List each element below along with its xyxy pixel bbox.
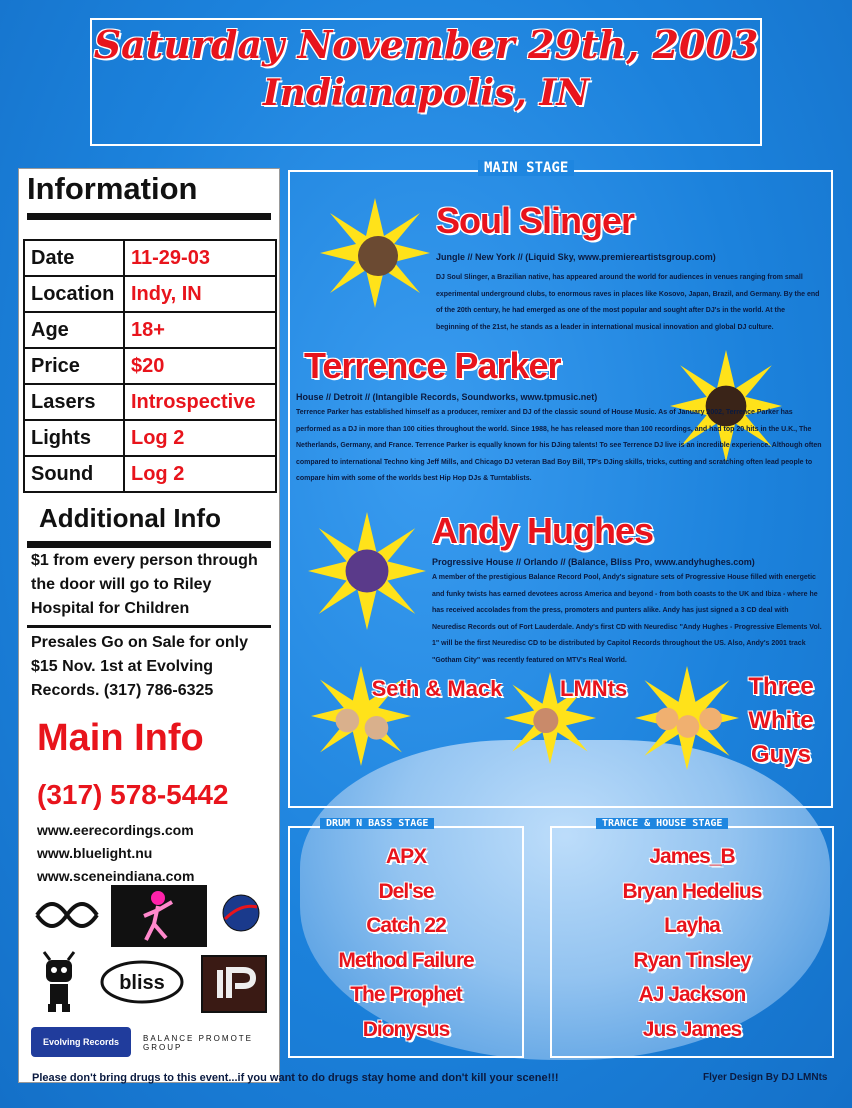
lineup-item: Dionysus	[362, 1017, 450, 1041]
lineup-item: Bryan Hedelius	[622, 879, 762, 903]
main-stage-label: MAIN STAGE	[478, 160, 574, 176]
lineup-item: AJ Jackson	[638, 983, 746, 1006]
info-key: Age	[24, 312, 124, 348]
balance-promote-logo: BALANCE PROMOTE GROUP	[143, 1034, 254, 1052]
info-value: Log 2	[124, 456, 276, 492]
three-white-guys-starburst-icon	[632, 666, 742, 770]
lineup-item: James_B	[649, 845, 735, 868]
artist-bio: DJ Soul Slinger, a Brazilian native, has appeared around the world for audiences in venues ranging from small experimental underground clubs, to enormous raves in places like Kosovo, Japan, Brazil, and Germany. By the end of the 20th century, he had emerged as one of the most popular and sought after DJ's in the world. At the beginning of the 21st, he stands as a leader in international musical innovation and global DJ culture.	[436, 274, 820, 331]
lineup-item: Catch 22	[366, 914, 446, 937]
info-title: Information	[27, 171, 198, 206]
andy-hughes-starburst-icon	[308, 512, 426, 630]
divider	[27, 541, 271, 548]
artist-name: Andy Hughes	[432, 510, 654, 551]
info-key: Sound	[24, 456, 124, 492]
info-key: Price	[24, 348, 124, 384]
event-city-heading: Indianapolis, IN	[262, 72, 590, 114]
info-row	[24, 456, 276, 492]
info-value: Log 2	[124, 420, 276, 456]
lineup-item: Layha	[664, 914, 720, 937]
lineup-item: The Prophet	[350, 983, 462, 1006]
main-info-title: Main Info	[37, 717, 204, 759]
info-value: Introspective	[124, 384, 276, 420]
info-value: 18+	[124, 312, 276, 348]
charity-note: $1 from every person through the door will go to Riley Hospital for Children	[31, 552, 258, 617]
url-link[interactable]: www.eerecordings.com	[37, 822, 194, 838]
info-value: $20	[124, 348, 276, 384]
nasa-style-logo-icon	[219, 891, 263, 935]
lineup-item: Method Failure	[338, 948, 474, 972]
support-act-name: Three White Guys	[748, 673, 814, 768]
trance-house-lineup	[550, 840, 834, 1047]
artist-genre: Jungle // New York // (Liquid Sky, www.premiereartistsgroup.com)	[436, 252, 716, 262]
info-row	[24, 420, 276, 456]
artist-name: Soul Slinger	[436, 200, 635, 241]
lineup-item: Jus James	[642, 1017, 742, 1041]
lineup-item: Ryan Tinsley	[633, 948, 751, 972]
url-link[interactable]: www.bluelight.nu	[37, 845, 153, 861]
presale-note: Presales Go on Sale for only $15 Nov. 1st at Evolving Records. (317) 786-6325	[31, 634, 248, 699]
dnb-stage-label: DRUM N BASS STAGE	[320, 818, 434, 829]
additional-info-title: Additional Info	[39, 503, 221, 533]
artist-genre: Progressive House // Orlando // (Balance, Bliss Pro, www.andyhughes.com)	[432, 557, 755, 567]
info-value: Indy, IN	[124, 276, 276, 312]
info-row	[24, 312, 276, 348]
info-key: Date	[24, 240, 124, 276]
lineup-item: Del'se	[378, 879, 434, 903]
bliss-logo	[99, 959, 185, 1005]
artist-genre: House // Detroit // (Intangible Records, Soundworks, www.tpmusic.net)	[296, 392, 598, 402]
bliss-logo-text: bliss	[119, 972, 165, 994]
robot-logo-icon	[31, 949, 87, 1015]
info-row	[24, 276, 276, 312]
main-phone: (317) 578-5442	[37, 779, 229, 810]
evolving-records-logo: Evolving Records	[31, 1027, 131, 1057]
ee-logo-icon	[31, 889, 103, 941]
info-panel	[18, 168, 280, 1083]
artist-bio: A member of the prestigious Balance Record Pool, Andy's signature sets of Progressive House filled with energetic and funky twists has earned devotees across America and beyond - from both coasts to the UK and Ibiza - where he has received accolades from the press, promoters and punters alike. Andy has just signed a 3 CD deal with Neuredisc Records out of Fort Lauderdale. Andy's first CD with Neuredisc "Andy Hughes - Progressive Elements Vol. 1" will be the first Neuredisc CD to be distributed by Capitol Records throughout the US. Also, Andy's 2001 track "Gotham City" was recently featured on MTV's Real World.	[432, 574, 822, 664]
ip-logo-icon	[201, 955, 267, 1013]
artist-name: Terrence Parker	[304, 345, 561, 386]
info-key: Location	[24, 276, 124, 312]
url-link[interactable]: www.sceneindiana.com	[37, 868, 195, 884]
info-key: Lasers	[24, 384, 124, 420]
divider	[27, 625, 271, 628]
dnb-lineup	[288, 840, 524, 1047]
info-row	[24, 240, 276, 276]
event-date-heading: Saturday November 29th, 2003	[93, 22, 759, 67]
dancer-logo-icon	[111, 885, 207, 947]
divider	[27, 213, 271, 220]
info-row	[24, 348, 276, 384]
lineup-item: APX	[385, 845, 427, 868]
info-value: 11-29-03	[124, 240, 276, 276]
trance-house-stage-label: TRANCE & HOUSE STAGE	[596, 818, 728, 829]
info-key: Lights	[24, 420, 124, 456]
drug-warning: Please don't bring drugs to this event...if you want to do drugs stay home and don't kill your scene!!!	[32, 1072, 559, 1084]
info-table	[23, 239, 277, 493]
url-list	[37, 819, 194, 888]
support-act-name: LMNts	[560, 676, 628, 701]
support-act-name: Seth & Mack	[371, 676, 503, 701]
artist-bio: Terrence Parker has established himself as a producer, remixer and DJ of the classic sound of House Music. As of January 2002, Terrence Parker has performed as a DJ in more than 100 cities throughout the world. Since 1988, he has released more than 100 recordings, and had top 20 hits in the U.K., The Netherlands, Germany, and France. Terrence Parker is equally known for his DJing talents! To see Terrence DJ live is an incredible experience. Although often compared to international Techno king Jeff Mills, and Chicago DJ veteran Bad Boy Bill, TP's DJing skills, tricks, cutting and scratching often lead people to compare him with some of the worlds best Hip Hop DJs & Turntablists.	[296, 409, 822, 482]
soul-slinger-starburst-icon	[320, 198, 430, 308]
info-row	[24, 384, 276, 420]
design-credit: Flyer Design By DJ LMNts	[703, 1072, 828, 1083]
